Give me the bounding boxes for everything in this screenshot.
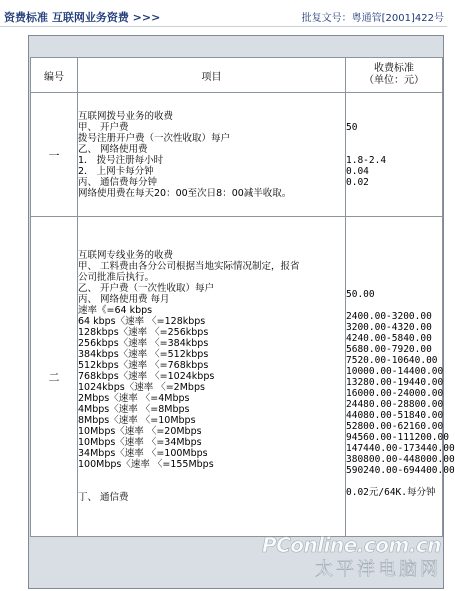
watermark bbox=[262, 533, 441, 581]
cell-line: 13280.00-19440.00 bbox=[346, 376, 444, 388]
approval-number: 批复文号：粤通管[2001]422号 bbox=[301, 13, 444, 24]
watermark-site-name: 太平洋电脑网 bbox=[315, 559, 441, 580]
watermark-logo: PConline.com.cn bbox=[261, 533, 441, 557]
cell-line: 甲、 工料费由各分公司根据当地实际情况制定，报省 bbox=[78, 261, 300, 272]
cell-line: 2Mbps〈速率 〈=4Mbps bbox=[78, 393, 190, 404]
cell-line bbox=[346, 278, 442, 289]
cell-line: 512kbps〈速率 〈=768kbps bbox=[78, 360, 209, 371]
cell-line: 甲、 开户费 bbox=[78, 121, 129, 133]
cell-line: 64 kbps〈速率 〈=128kbps bbox=[78, 316, 206, 327]
cell-line bbox=[346, 144, 442, 155]
cell-line bbox=[346, 188, 442, 199]
cell-line bbox=[346, 267, 442, 278]
item-cell bbox=[78, 93, 346, 217]
cell-line: 公司批准后执行。 bbox=[78, 272, 155, 283]
table-row bbox=[31, 93, 443, 217]
cell-line: 256kbps〈速率 〈=384kbps bbox=[78, 338, 209, 349]
row-number: 一 bbox=[31, 93, 78, 217]
cell-line bbox=[346, 199, 442, 210]
column-header-fee: 收费标准 （单位：元） bbox=[346, 58, 443, 93]
column-header-item: 项目 bbox=[78, 58, 346, 93]
cell-line: 380800.00-448000.00 bbox=[346, 453, 455, 465]
cell-line: 52800.00-62160.00 bbox=[346, 420, 444, 432]
cell-line: 147440.00-173440.00 bbox=[346, 442, 455, 454]
cell-line: 4240.00-5840.00 bbox=[346, 332, 432, 344]
cell-line: 5680.00-7920.00 bbox=[346, 343, 432, 355]
cell-line bbox=[346, 476, 442, 487]
cell-line: 0.02元/64K.每分钟 bbox=[346, 486, 436, 498]
cell-line bbox=[346, 256, 442, 267]
cell-line: 乙、 网络使用费 bbox=[78, 143, 148, 155]
cell-line: 10Mbps〈速率 〈=20Mbps bbox=[78, 426, 202, 437]
cell-line: 590240.00-694400.00 bbox=[346, 464, 455, 476]
cell-line bbox=[78, 470, 345, 481]
cell-line: 速率《=64 kbps bbox=[78, 305, 153, 316]
cell-line: 0.04 bbox=[346, 165, 369, 177]
cell-line: 拨号注册开户费（一次性收取）每户 bbox=[78, 132, 231, 144]
cell-line bbox=[346, 111, 442, 122]
cell-line: 8Mbps〈速率 〈=10Mbps bbox=[78, 415, 196, 426]
cell-line: 24480.00-28800.00 bbox=[346, 398, 444, 410]
cell-line bbox=[346, 100, 442, 111]
cell-line: 10Mbps〈速率 〈=34Mbps bbox=[78, 437, 202, 448]
cell-line: 1． 拨号注册每小时 bbox=[78, 154, 164, 166]
fee-cell bbox=[346, 217, 455, 537]
cell-line: 互联网专线业务的收费 bbox=[78, 250, 174, 261]
cell-line: 1024kbps〈速率 〈=2Mbps bbox=[78, 382, 205, 393]
table-row bbox=[31, 217, 443, 537]
cell-line: 丁、 通信费 bbox=[78, 492, 129, 503]
fee-cell bbox=[346, 93, 443, 217]
cell-line: 乙、 开户费（一次性收取）每户 bbox=[78, 283, 215, 294]
cell-line: 100Mbps〈速率 〈=155Mbps bbox=[78, 459, 214, 470]
cell-line: 384kbps〈速率 〈=512kbps bbox=[78, 349, 209, 360]
item-cell bbox=[78, 217, 346, 537]
cell-line: 10000.00-14400.00 bbox=[346, 365, 444, 377]
row-number: 二 bbox=[31, 217, 78, 537]
cell-line: 50 bbox=[346, 121, 358, 133]
table-header-row bbox=[31, 58, 443, 93]
cell-line: 50.00 bbox=[346, 288, 375, 300]
cell-line: 34Mbps〈速率 〈=100Mbps bbox=[78, 448, 208, 459]
cell-line: 丙、 网络使用费 每月 bbox=[78, 294, 170, 305]
cell-line bbox=[78, 481, 345, 492]
page-heading: 资费标准 互联网业务资费 >>> bbox=[4, 11, 161, 24]
column-header-no: 编号 bbox=[31, 58, 78, 93]
cell-line: 128kbps〈速率 〈=256kbps bbox=[78, 327, 209, 338]
cell-line: 16000.00-24000.00 bbox=[346, 387, 444, 399]
cell-line: 3200.00-4320.00 bbox=[346, 321, 432, 333]
cell-line: 0.02 bbox=[346, 176, 369, 188]
cell-line bbox=[346, 300, 442, 311]
cell-line bbox=[346, 133, 442, 144]
cell-line: 丙、 通信费每分钟 bbox=[78, 176, 158, 188]
header-divider bbox=[0, 26, 447, 27]
cell-line: 4Mbps〈速率 〈=8Mbps bbox=[78, 404, 190, 415]
cell-line: 2400.00-3200.00 bbox=[346, 310, 432, 322]
cell-line: 互联网拨号业务的收费 bbox=[78, 110, 174, 122]
cell-line: 94560.00-111200.00 bbox=[346, 431, 449, 443]
fee-table bbox=[30, 57, 455, 537]
cell-line: 网络使用费在每天20：00至次日8：00减半收取。 bbox=[78, 187, 292, 199]
cell-line: 7520.00-10640.00 bbox=[346, 354, 438, 366]
cell-line: 768kbps〈速率 〈=1024kbps bbox=[78, 371, 215, 382]
cell-line: 44080.00-51840.00 bbox=[346, 409, 444, 421]
cell-line: 1.8-2.4 bbox=[346, 154, 387, 166]
cell-line: 2． 上网卡每分钟 bbox=[78, 165, 154, 177]
